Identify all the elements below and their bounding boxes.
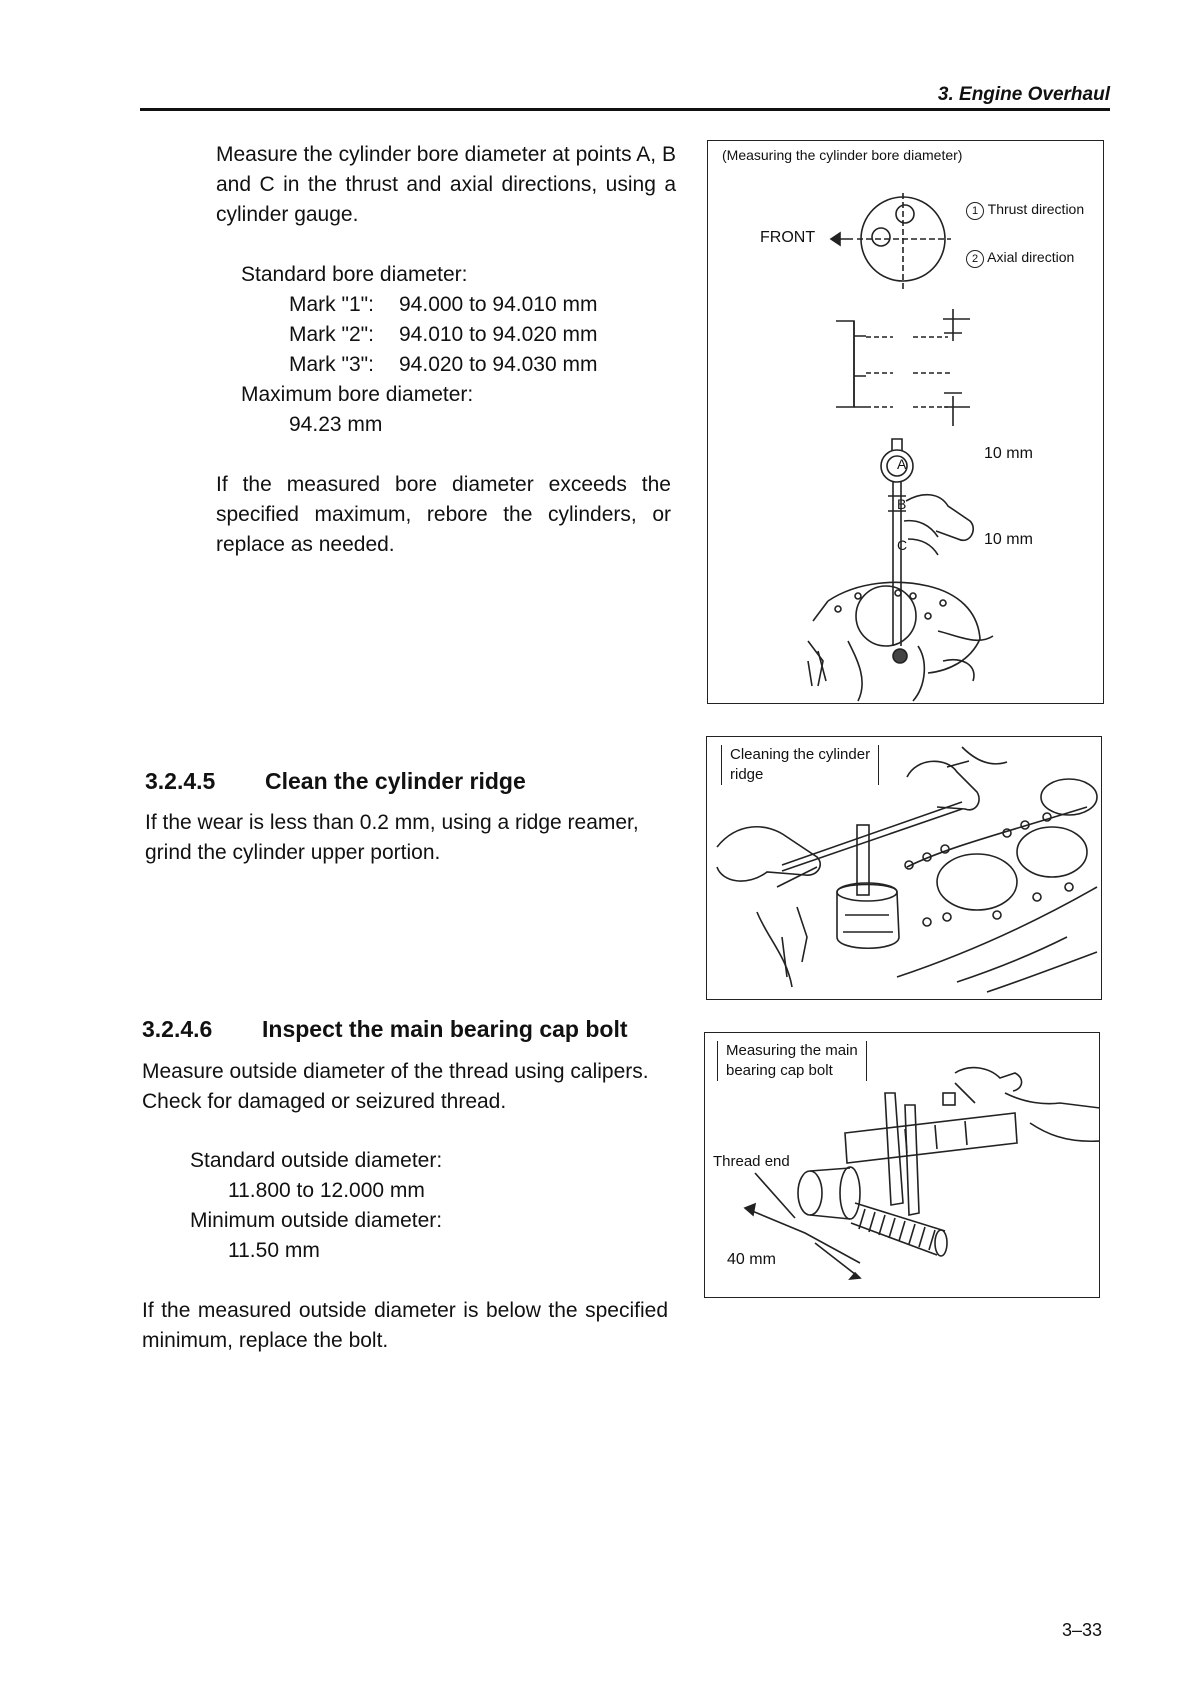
page-number: 3–33: [1061, 1620, 1102, 1640]
section-title: Clean the cylinder ridge: [265, 768, 526, 794]
mark-label: Mark "1":: [289, 293, 374, 316]
bore-mark-row: [289, 350, 597, 380]
caption-line: Cleaning the cylinder: [730, 746, 871, 763]
bore-max-value: 94.23 mm: [289, 413, 383, 436]
mark-value: 94.010 to 94.020 mm: [399, 323, 598, 346]
chapter-title: 3. Engine Overhaul: [937, 84, 1110, 105]
bore-mark-row: [289, 290, 597, 320]
point-b-label: B: [897, 496, 907, 512]
circle-number-icon: 1: [966, 202, 984, 220]
dimension-bottom-label: 10 mm: [984, 531, 1033, 548]
thread-end-label: Thread end: [713, 1153, 790, 1170]
cylinder-gauge-illustration: [708, 141, 1104, 704]
point-a-label: A: [897, 456, 907, 472]
bolt-min-value: 11.50 mm: [228, 1239, 320, 1262]
front-label: FRONT: [760, 229, 816, 246]
ridge-reamer-figure: [706, 736, 1102, 1000]
bore-intro-text: Measure the cylinder bore diameter at points A, B and C in the thrust and axial directions, using a cylinder gauge.: [216, 143, 676, 226]
bolt-body-line: Measure outside diameter of the thread using calipers.: [142, 1060, 649, 1083]
mark-label: Mark "3":: [289, 353, 374, 376]
bolt-min-label: Minimum outside diameter:: [190, 1209, 443, 1232]
front-arrow-icon: [831, 233, 840, 245]
point-c-label: C: [897, 537, 908, 553]
bore-mark-row: [289, 320, 597, 350]
bolt-caliper-figure: [704, 1032, 1100, 1298]
bore-max-label: Maximum bore diameter:: [241, 383, 474, 406]
section-heading-ridge: [145, 768, 526, 795]
axial-text: Axial direction: [987, 249, 1075, 265]
ridge-body-text: If the wear is less than 0.2 mm, using a ridge reamer, grind the cylinder upper portion.: [145, 811, 639, 864]
ridge-reamer-illustration: [707, 737, 1102, 1000]
dimension-label: 40 mm: [727, 1251, 776, 1268]
caption-line: Measuring the main: [726, 1042, 858, 1059]
section-number: 3.2.4.6: [142, 1016, 213, 1042]
section-number: 3.2.4.5: [145, 768, 216, 794]
circle-number-icon: 2: [966, 250, 984, 268]
bore-measurement-figure: [707, 140, 1104, 704]
figure-caption: (Measuring the cylinder bore diameter): [722, 147, 963, 163]
bolt-standard-label: Standard outside diameter:: [190, 1149, 443, 1172]
bore-standard-label: Standard bore diameter:: [241, 263, 468, 286]
caption-line: bearing cap bolt: [726, 1062, 833, 1079]
bolt-body-line: Check for damaged or seizured thread.: [142, 1090, 507, 1113]
mark-label: Mark "2":: [289, 323, 374, 346]
thrust-text: Thrust direction: [987, 201, 1085, 217]
bolt-action-text: If the measured outside diameter is below the specified minimum, replace the bolt.: [142, 1299, 668, 1352]
bolt-standard-value: 11.800 to 12.000 mm: [228, 1179, 425, 1202]
section-title: Inspect the main bearing cap bolt: [262, 1016, 628, 1042]
section-heading-bolt: [142, 1016, 628, 1043]
mark-value: 94.000 to 94.010 mm: [399, 293, 598, 316]
caliper-illustration: [705, 1033, 1100, 1298]
header-rule: [140, 108, 1110, 111]
bore-action-text: If the measured bore diameter exceeds the specified maximum, rebore the cylinders, or replace as needed.: [216, 473, 671, 556]
dimension-top-label: 10 mm: [984, 445, 1033, 462]
caption-line: ridge: [730, 766, 764, 783]
mark-value: 94.020 to 94.030 mm: [399, 353, 598, 376]
